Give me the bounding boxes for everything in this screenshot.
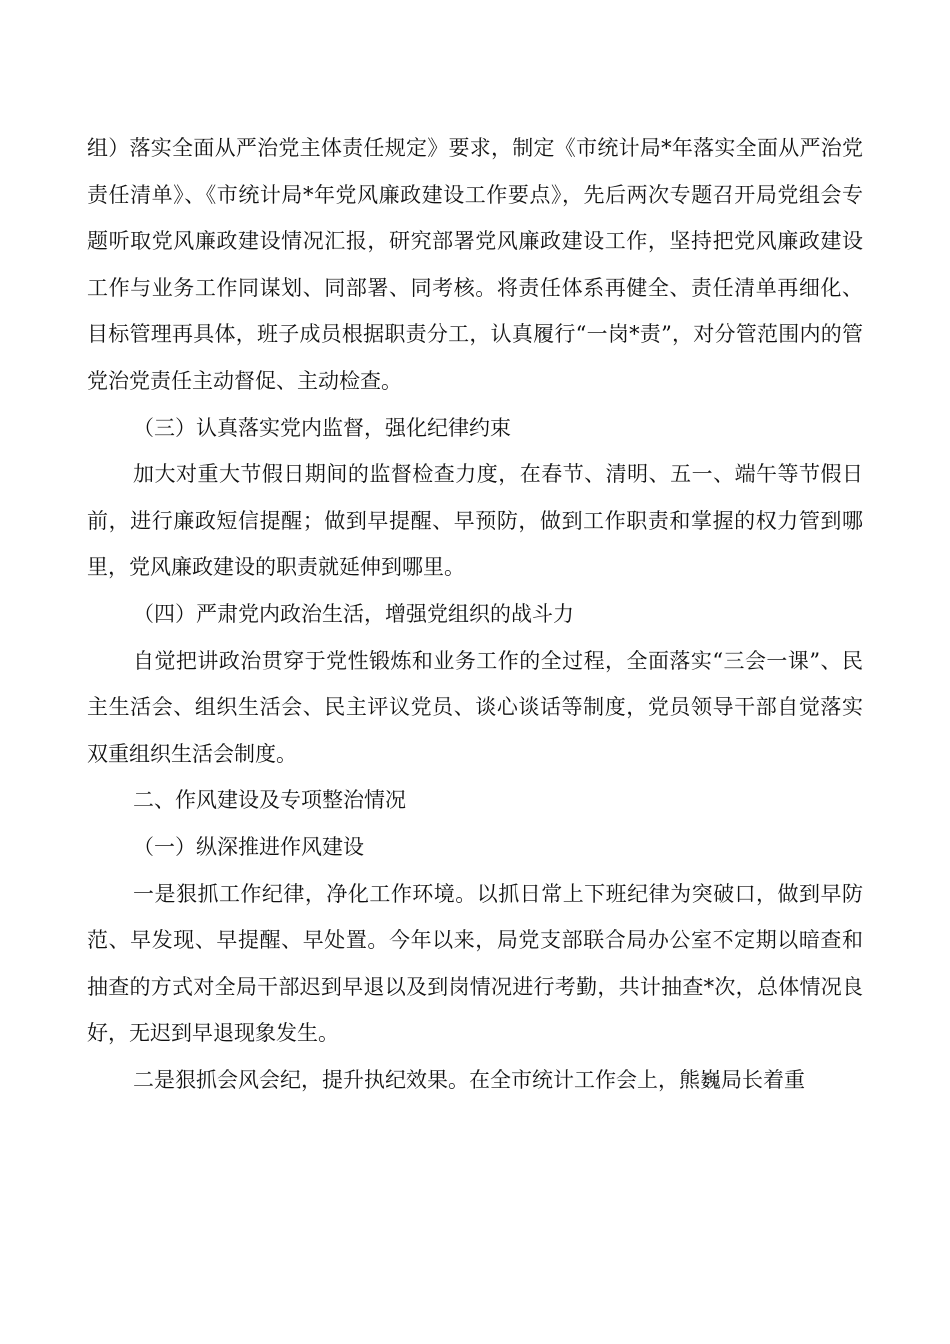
- document-page: [87, 125, 863, 1103]
- paragraph-political-life: 自觉把讲政治贯穿于党性锻炼和业务工作的全过程，全面落实“三会一课”、民主生活会、组织生活会、民主评议党员、谈心谈话等制度，党员领导干部自觉落实双重组织生活会制度。: [87, 648, 863, 766]
- paragraph-continuation: 组）落实全面从严治党主体责任规定》要求，制定《市统计局*年落实全面从严治党责任清单》、《市统计局*年党风廉政建设工作要点》，先后两次专题召开局党组会专题听取党风廉政建设情况汇报，研究部署党风廉政建设工作，坚持把党风廉政建设工作与业务工作同谋划、同部署、同考核。将责任体系再健全、责任清单再细化、目标管理再具体，班子成员根据职责分工，认真履行“一岗*责”，对分管范围内的管党治党责任主动督促、主动检查。: [87, 136, 863, 393]
- section-heading-4: （四）严肃党内政治生活，增强党组织的战斗力: [133, 601, 574, 626]
- paragraph-supervision: 加大对重大节假日期间的监督检查力度，在春节、清明、五一、端午等节假日前，进行廉政短信提醒；做到早提醒、早预防，做到工作职责和掌握的权力管到哪里，党风廉政建设的职责就延伸到哪里。: [87, 462, 863, 580]
- paragraph-meeting-discipline: 二是狠抓会风会纪，提升执纪效果。在全市统计工作会上，熊巍局长着重: [133, 1067, 805, 1092]
- section-heading-1: （一）纵深推进作风建设: [133, 834, 364, 859]
- paragraph-work-discipline: 一是狠抓工作纪律，净化工作环境。以抓日常上下班纪律为突破口，做到早防范、早发现、早提醒、早处置。今年以来，局党支部联合局办公室不定期以暗查和抽查的方式对全局干部迟到早退以及到岗情况进行考勤，共计抽查*次，总体情况良好，无迟到早退现象发生。: [87, 881, 863, 1046]
- section-heading-3: （三）认真落实党内监督，强化纪律约束: [133, 415, 511, 440]
- chapter-heading-2: 二、作风建设及专项整治情况: [133, 788, 406, 813]
